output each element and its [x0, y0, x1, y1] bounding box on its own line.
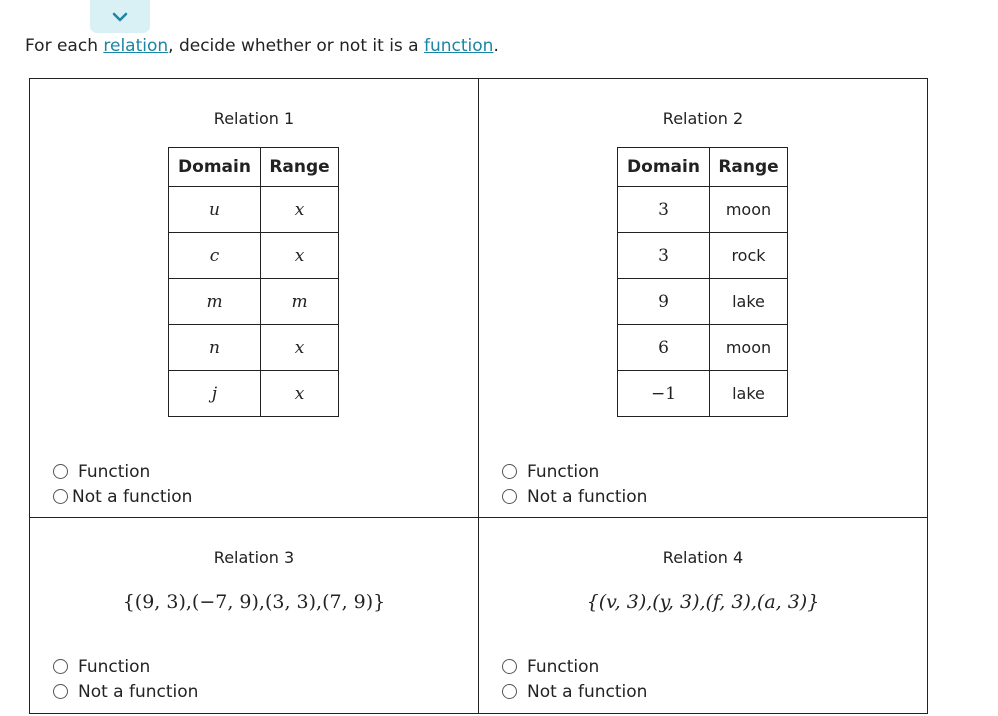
- range-cell: moon: [710, 187, 788, 233]
- table-row: [618, 187, 788, 233]
- relation-3-title: Relation 3: [213, 548, 295, 567]
- option-label: Function: [527, 461, 600, 482]
- range-header: Range: [261, 148, 339, 187]
- table-row: [169, 325, 339, 371]
- table-row: [169, 371, 339, 417]
- function-option[interactable]: [53, 654, 198, 679]
- radio-button[interactable]: [53, 684, 68, 699]
- radio-button[interactable]: [502, 684, 517, 699]
- table-row: [169, 279, 339, 325]
- collapse-toggle-button[interactable]: [90, 0, 150, 33]
- relation-2-panel: [479, 79, 927, 518]
- domain-header: Domain: [169, 148, 261, 187]
- range-header: Range: [710, 148, 788, 187]
- instructions-middle: , decide whether or not it is a: [168, 36, 425, 56]
- instructions-prefix: For each: [25, 36, 104, 56]
- not-a-function-option[interactable]: [502, 484, 647, 509]
- relations-grid: [29, 78, 928, 714]
- table-row: [169, 233, 339, 279]
- table-row: [618, 371, 788, 417]
- domain-cell: 9: [618, 279, 710, 325]
- range-cell: lake: [710, 371, 788, 417]
- option-label: Function: [78, 461, 151, 482]
- table-row: [618, 325, 788, 371]
- domain-cell: 3: [618, 233, 710, 279]
- relation-2-table: [617, 147, 788, 417]
- instructions: [25, 36, 499, 56]
- chevron-down-icon: [111, 11, 129, 23]
- relation-2-title: Relation 2: [662, 109, 744, 128]
- option-label: Function: [78, 656, 151, 677]
- relation-1-table: [168, 147, 339, 417]
- relation-2-options: [502, 459, 647, 509]
- range-cell: x: [261, 233, 339, 279]
- not-a-function-option[interactable]: [53, 679, 198, 704]
- relation-3-options: [53, 654, 198, 704]
- relation-1-options: [53, 459, 192, 509]
- radio-button[interactable]: [53, 659, 68, 674]
- function-link[interactable]: function: [424, 36, 494, 56]
- domain-cell: j: [169, 371, 261, 417]
- range-cell: rock: [710, 233, 788, 279]
- option-label: Not a function: [527, 681, 648, 702]
- function-option[interactable]: [502, 459, 647, 484]
- range-cell: x: [261, 371, 339, 417]
- radio-button[interactable]: [53, 489, 68, 504]
- not-a-function-option[interactable]: [53, 484, 192, 509]
- range-cell: x: [261, 325, 339, 371]
- relation-1-title: Relation 1: [213, 109, 295, 128]
- domain-cell: −1: [618, 371, 710, 417]
- option-label: Not a function: [72, 486, 193, 507]
- relation-3-set: {(9, 3),(−7, 9),(3, 3),(7, 9)}: [122, 591, 386, 613]
- domain-cell: m: [169, 279, 261, 325]
- domain-cell: u: [169, 187, 261, 233]
- function-option[interactable]: [502, 654, 647, 679]
- option-label: Not a function: [527, 486, 648, 507]
- option-label: Not a function: [78, 681, 199, 702]
- relation-4-title: Relation 4: [662, 548, 744, 567]
- instructions-suffix: .: [493, 36, 499, 56]
- relation-link[interactable]: relation: [103, 36, 169, 56]
- relation-3-panel: [30, 518, 479, 713]
- table-row: [618, 279, 788, 325]
- relation-4-set: {(v, 3),(y, 3),(f, 3),(a, 3)}: [586, 591, 820, 613]
- range-cell: moon: [710, 325, 788, 371]
- relation-4-panel: [479, 518, 927, 713]
- radio-button[interactable]: [502, 489, 517, 504]
- relation-4-options: [502, 654, 647, 704]
- range-cell: m: [261, 279, 339, 325]
- table-row: [169, 187, 339, 233]
- domain-cell: n: [169, 325, 261, 371]
- domain-cell: 3: [618, 187, 710, 233]
- not-a-function-option[interactable]: [502, 679, 647, 704]
- range-cell: lake: [710, 279, 788, 325]
- radio-button[interactable]: [502, 464, 517, 479]
- radio-button[interactable]: [53, 464, 68, 479]
- table-row: [618, 233, 788, 279]
- relation-1-panel: [30, 79, 479, 518]
- radio-button[interactable]: [502, 659, 517, 674]
- domain-cell: 6: [618, 325, 710, 371]
- range-cell: x: [261, 187, 339, 233]
- option-label: Function: [527, 656, 600, 677]
- domain-header: Domain: [618, 148, 710, 187]
- domain-cell: c: [169, 233, 261, 279]
- function-option[interactable]: [53, 459, 192, 484]
